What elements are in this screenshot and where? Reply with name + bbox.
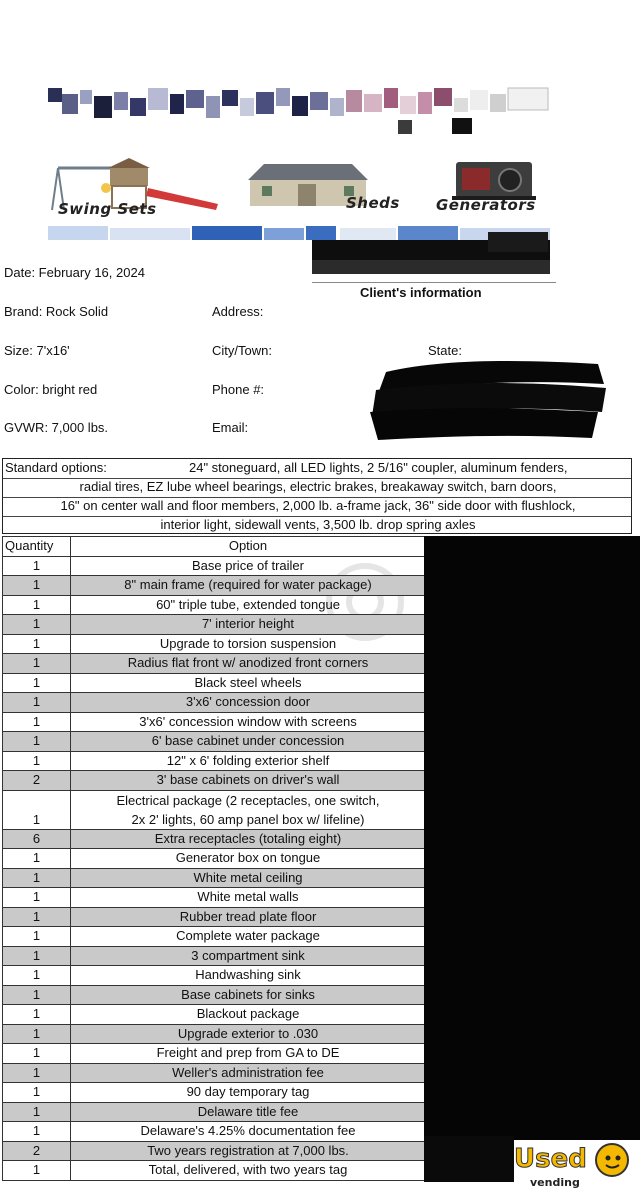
- table-row: [3, 829, 426, 849]
- brand-text: Brand: Rock Solid: [4, 304, 109, 319]
- table-row: [3, 1122, 426, 1142]
- qty-cell: 1: [3, 1024, 71, 1044]
- table-row: [3, 1063, 426, 1083]
- qty-cell: 1: [3, 615, 71, 635]
- option-cell: Handwashing sink: [71, 966, 426, 986]
- table-row: [3, 1083, 426, 1103]
- standard-options-line-4: interior light, sidewall vents, 3,500 lb. drop spring axles: [160, 517, 476, 532]
- qty-cell: 1: [3, 1083, 71, 1103]
- option-line: 2x 2' lights, 60 amp panel box w/ lifeline): [131, 811, 365, 827]
- redaction-scribble: [366, 354, 610, 444]
- swing-sets-label: Swing Sets: [58, 200, 157, 218]
- table-row: [3, 771, 426, 791]
- option-cell: 90 day temporary tag: [71, 1083, 426, 1103]
- qty-cell: 1: [3, 693, 71, 713]
- qty-cell: 1: [3, 946, 71, 966]
- generator-icon: [452, 162, 536, 200]
- vending-logo-text: vending: [530, 1176, 580, 1189]
- client-info-heading: Client's information: [360, 285, 482, 300]
- option-cell: Weller's administration fee: [71, 1063, 426, 1083]
- used-vending-logo: [512, 1138, 640, 1194]
- option-cell: Total, delivered, with two years tag: [71, 1161, 426, 1181]
- table-row: [3, 1102, 426, 1122]
- qty-cell: 1: [3, 673, 71, 693]
- qty-cell: 1: [3, 1102, 71, 1122]
- color-text: Color: bright red: [4, 382, 98, 397]
- address-label: Address:: [212, 304, 264, 319]
- option-header: Option: [71, 537, 426, 557]
- table-row: [3, 946, 426, 966]
- sheds-label: Sheds: [346, 194, 400, 212]
- table-row: [3, 693, 426, 713]
- table-row: [3, 888, 426, 908]
- standard-options-line-2: radial tires, EZ lube wheel bearings, electric brakes, breakaway switch, barn doors,: [79, 479, 557, 494]
- table-row: [3, 1161, 426, 1181]
- standard-options-line-3: 16" on center wall and floor members, 2,000 lb. a-frame jack, 36" side door with flushlock,: [60, 498, 576, 513]
- qty-cell: 1: [3, 790, 71, 829]
- option-line: Electrical package (2 receptacles, one switch,: [116, 792, 380, 808]
- phone-label: Phone #:: [212, 382, 265, 397]
- table-row: [3, 615, 426, 635]
- table-row: [3, 1005, 426, 1025]
- table-row: [3, 849, 426, 869]
- option-cell: Radius flat front w/ anodized front corners: [71, 654, 426, 674]
- qty-cell: 1: [3, 888, 71, 908]
- qty-cell: 6: [3, 829, 71, 849]
- table-row: [3, 751, 426, 771]
- table-row: [3, 654, 426, 674]
- table-row: [3, 927, 426, 947]
- option-cell: 8" main frame (required for water package): [71, 576, 426, 596]
- price-column-redaction: [424, 536, 640, 1140]
- qty-cell: 1: [3, 556, 71, 576]
- table-header-row: [3, 537, 426, 557]
- options-table: [2, 536, 426, 1181]
- option-cell: Extra receptacles (totaling eight): [71, 829, 426, 849]
- qty-cell: 1: [3, 1044, 71, 1064]
- option-cell: Complete water package: [71, 927, 426, 947]
- qty-cell: 1: [3, 654, 71, 674]
- qty-cell: 1: [3, 712, 71, 732]
- table-row: [3, 576, 426, 596]
- obscured-business-banner: [48, 84, 558, 140]
- option-cell: 3' base cabinets on driver's wall: [71, 771, 426, 791]
- qty-cell: 1: [3, 751, 71, 771]
- option-cell: 3 compartment sink: [71, 946, 426, 966]
- option-cell: 3'x6' concession door: [71, 693, 426, 713]
- table-row: [3, 556, 426, 576]
- table-row: [3, 985, 426, 1005]
- qty-cell: 1: [3, 966, 71, 986]
- qty-cell: 1: [3, 1063, 71, 1083]
- option-cell: 3'x6' concession window with screens: [71, 712, 426, 732]
- table-row: [3, 1044, 426, 1064]
- qty-cell: 1: [3, 576, 71, 596]
- gvwr-text: GVWR: 7,000 lbs.: [4, 420, 109, 435]
- city-label: City/Town:: [212, 343, 272, 358]
- option-cell: 12" x 6' folding exterior shelf: [71, 751, 426, 771]
- quantity-header: Quantity: [3, 537, 71, 557]
- table-row: [3, 595, 426, 615]
- qty-cell: 2: [3, 1141, 71, 1161]
- option-cell: Delaware's 4.25% documentation fee: [71, 1122, 426, 1142]
- option-cell: Rubber tread plate floor: [71, 907, 426, 927]
- state-label: State:: [428, 343, 462, 358]
- price-column-redaction-bottom: [424, 1136, 514, 1182]
- size-text: Size: 7'x16': [4, 343, 70, 358]
- table-row: [3, 868, 426, 888]
- option-cell: Two years registration at 7,000 lbs.: [71, 1141, 426, 1161]
- table-row: [3, 673, 426, 693]
- generators-label: Generators: [436, 196, 536, 214]
- option-cell: 60" triple tube, extended tongue: [71, 595, 426, 615]
- option-cell: White metal walls: [71, 888, 426, 908]
- qty-cell: 1: [3, 927, 71, 947]
- table-row: [3, 790, 426, 829]
- table-row: [3, 966, 426, 986]
- table-row: [3, 1141, 426, 1161]
- option-cell: Delaware title fee: [71, 1102, 426, 1122]
- product-logos: [48, 158, 558, 222]
- standard-options-label: Standard options:: [5, 460, 107, 475]
- option-cell: [71, 790, 426, 829]
- client-heading-underline: [312, 282, 556, 283]
- email-label: Email:: [212, 420, 249, 435]
- option-cell: Generator box on tongue: [71, 849, 426, 869]
- option-cell: Base cabinets for sinks: [71, 985, 426, 1005]
- option-cell: 7' interior height: [71, 615, 426, 635]
- qty-cell: 1: [3, 634, 71, 654]
- date-text: Date: February 16, 2024: [4, 265, 145, 280]
- table-row: [3, 634, 426, 654]
- qty-cell: 1: [3, 1122, 71, 1142]
- pixelated-banner-graphic: [48, 84, 558, 140]
- table-row: [3, 712, 426, 732]
- qty-cell: 1: [3, 1005, 71, 1025]
- option-cell: Upgrade exterior to .030: [71, 1024, 426, 1044]
- option-cell: Blackout package: [71, 1005, 426, 1025]
- table-row: [3, 732, 426, 752]
- option-cell: White metal ceiling: [71, 868, 426, 888]
- standard-options-box: [2, 458, 632, 534]
- qty-cell: 1: [3, 868, 71, 888]
- qty-cell: 2: [3, 771, 71, 791]
- qty-cell: 1: [3, 849, 71, 869]
- client-info-redaction: [366, 354, 610, 444]
- option-cell: Black steel wheels: [71, 673, 426, 693]
- standard-options-line-1: 24" stoneguard, all LED lights, 2 5/16" coupler, aluminum fenders,: [189, 460, 568, 475]
- qty-cell: 1: [3, 985, 71, 1005]
- qty-cell: 1: [3, 732, 71, 752]
- table-row: [3, 907, 426, 927]
- qty-cell: 1: [3, 907, 71, 927]
- option-cell: Base price of trailer: [71, 556, 426, 576]
- option-cell: Upgrade to torsion suspension: [71, 634, 426, 654]
- option-cell: 6' base cabinet under concession: [71, 732, 426, 752]
- table-row: [3, 1024, 426, 1044]
- qty-cell: 1: [3, 1161, 71, 1181]
- used-logo-text: Used: [514, 1144, 587, 1174]
- qty-cell: 1: [3, 595, 71, 615]
- option-cell: Freight and prep from GA to DE: [71, 1044, 426, 1064]
